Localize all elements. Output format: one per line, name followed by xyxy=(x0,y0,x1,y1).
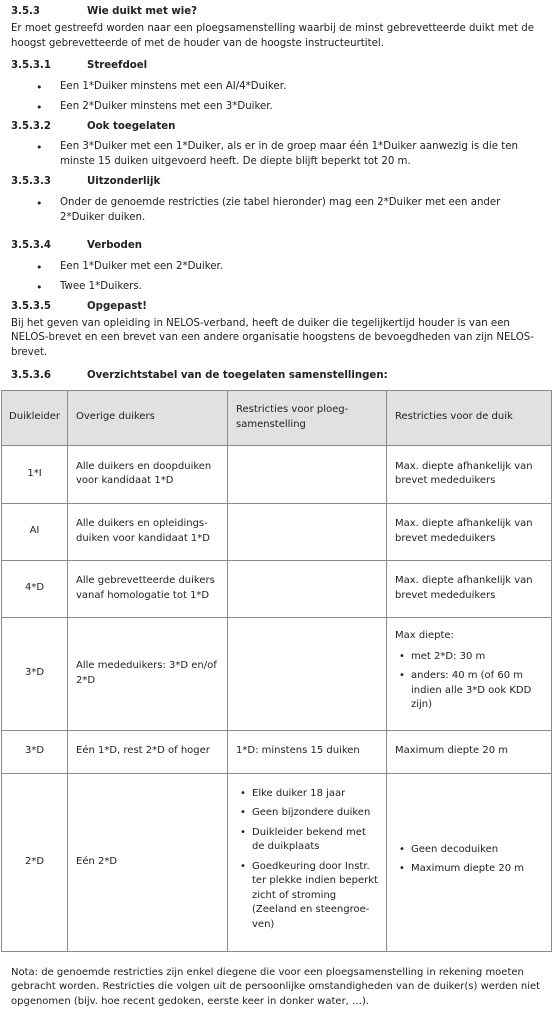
heading-3-5-3-5 xyxy=(11,300,542,315)
cell-leader: 2*D xyxy=(2,773,68,951)
heading-3-5-3-3 xyxy=(11,175,542,190)
cell-duik: Maximum diepte 20 m xyxy=(387,730,552,773)
cell-duik-title: Max diepte: xyxy=(395,630,454,642)
cell-duik: Max. diepte afhankelijk van brevet mededuikers xyxy=(387,503,552,560)
list-item: • Een 2*Duiker minstens met een 3*Duiker. xyxy=(60,100,542,115)
heading-3-5-3-6 xyxy=(11,369,542,384)
cell-ploeg xyxy=(228,445,387,503)
col-header-overige-duikers: Overige duikers xyxy=(68,390,228,445)
table-row xyxy=(2,617,552,730)
list-item: • Onder de genoemde restricties (zie tabel hieronder) mag een 2*Duiker met een ander 2*Duiker duiken. xyxy=(60,196,542,226)
cell-others: Alle duikers en opleidings-duiken voor kandidaat 1*D xyxy=(68,503,228,560)
cell-ploeg xyxy=(228,617,387,730)
section-number: 3.5.3.1 xyxy=(11,60,51,72)
section-title: Ook toegelaten xyxy=(87,120,176,132)
table-row xyxy=(2,773,552,951)
list-item: • Geen decoduiken xyxy=(411,843,543,858)
section-number: 3.5.3.3 xyxy=(11,176,51,188)
section-number: 3.5.3.5 xyxy=(11,300,51,312)
table-row xyxy=(2,560,552,617)
section-title: Verboden xyxy=(87,240,143,252)
note-label: Nota xyxy=(11,966,35,978)
cell-ploeg xyxy=(228,560,387,617)
note-text: : de genoemde restricties zijn enkel diegene die voor een ploegsamenstelling in rekening moeten gebracht worden. Restricties die volgen uit de persoonlijke omstandigheden van de duiker(s) werden niet opgenomen (bijv. hoe recent gedoken, eerste keer in donker water, …). xyxy=(11,966,541,1007)
cell-ploeg: 1*D: minstens 15 duiken xyxy=(228,730,387,773)
cell-duik-list xyxy=(395,843,543,877)
cell-ploeg xyxy=(228,503,387,560)
toegelaten-list xyxy=(11,140,542,170)
section-number: 3.5.3 xyxy=(11,6,41,17)
table-header-row xyxy=(2,390,552,445)
cell-others: Eén 1*D, rest 2*D of hoger xyxy=(68,730,228,773)
cell-leader: 4*D xyxy=(2,560,68,617)
cell-duik: Max. diepte afhankelijk van brevet mededuikers xyxy=(387,560,552,617)
cell-duik: Max. diepte afhankelijk van brevet mededuikers xyxy=(387,445,552,503)
list-item: • Een 1*Duiker met een 2*Duiker. xyxy=(60,260,542,275)
uitzonderlijk-list xyxy=(11,196,542,226)
cell-leader: AI xyxy=(2,503,68,560)
overview-table xyxy=(1,390,552,952)
cell-ploeg-list xyxy=(236,787,378,933)
col-header-duikleider: Duikleider xyxy=(2,390,68,445)
table-row xyxy=(2,503,552,560)
cell-others: Alle mededuikers: 3*D en/of 2*D xyxy=(68,617,228,730)
cell-others: Alle gebrevetteerde duikers vanaf homologatie tot 1*D xyxy=(68,560,228,617)
cell-duik xyxy=(387,617,552,730)
cell-ploeg xyxy=(228,773,387,951)
heading-3-5-3-2 xyxy=(11,120,542,135)
table-row xyxy=(2,730,552,773)
cell-leader: 1*I xyxy=(2,445,68,503)
cell-leader: 3*D xyxy=(2,617,68,730)
section-title: Overzichtstabel van de toegelaten samenstellingen: xyxy=(87,369,388,381)
list-item: • Goedkeuring door Instr. ter plekke indien beperkt zicht of stroming (Zeeland en steengroe-ven) xyxy=(252,860,378,933)
cell-duik xyxy=(387,773,552,951)
opgepast-paragraph: Bij het geven van opleiding in NELOS-verband, heeft de duiker die tegelijkertijd houder is van een NELOS-brevet en een brevet van een andere organisatie hoogstens de bevoegdheden van zijn NELOS-brevet. xyxy=(11,317,534,359)
streefdoel-list xyxy=(11,80,542,115)
section-title: Uitzonderlijk xyxy=(87,176,161,188)
intro-paragraph: Er moet gestreefd worden naar een ploegsamenstelling waarbij de minst gebrevetteerde duikt met de hoogst gebrevetteerde of met de houder van de hoogste instructeurtitel. xyxy=(11,22,535,49)
section-number: 3.5.3.6 xyxy=(11,369,51,381)
list-item: • Maximum diepte 20 m xyxy=(411,862,543,877)
list-item: • Een 1*Duiker minstens met een AI/4*Duiker. xyxy=(60,80,542,95)
list-item: • anders: 40 m (of 60 m indien alle 3*D ook KDD zijn) xyxy=(411,669,543,713)
cell-leader: 3*D xyxy=(2,730,68,773)
note-paragraph xyxy=(11,966,542,1009)
col-header-restricties-ploeg: Restricties voor ploeg-samenstelling xyxy=(228,390,387,445)
table-row xyxy=(2,445,552,503)
verboden-list xyxy=(11,260,542,295)
cell-others: Eén 2*D xyxy=(68,773,228,951)
list-item: • Twee 1*Duikers. xyxy=(60,280,542,295)
heading-3-5-3 xyxy=(11,5,542,20)
section-number: 3.5.3.2 xyxy=(11,120,51,132)
list-item: • met 2*D: 30 m xyxy=(411,650,543,665)
list-item: • Duikleider bekend met de duikplaats xyxy=(252,826,378,855)
cell-others: Alle duikers en doopduiken voor kandidaat 1*D xyxy=(68,445,228,503)
heading-3-5-3-4 xyxy=(11,239,542,254)
list-item: • Een 3*Duiker met een 1*Duiker, als er in de groep maar één 1*Duiker aanwezig is die ten minste 15 duiken uitgevoerd heeft. De diepte blijft beperkt tot 20 m. xyxy=(60,140,542,170)
section-title: Wie duikt met wie? xyxy=(87,6,198,17)
heading-3-5-3-1 xyxy=(11,59,542,74)
list-item: • Geen bijzondere duiken xyxy=(252,806,378,821)
cell-duik-list xyxy=(395,650,543,713)
list-item: • Elke duiker 18 jaar xyxy=(252,787,378,802)
col-header-restricties-duik: Restricties voor de duik xyxy=(387,390,552,445)
section-title: Streefdoel xyxy=(87,60,148,72)
section-title: Opgepast! xyxy=(87,300,147,312)
section-number: 3.5.3.4 xyxy=(11,240,51,252)
